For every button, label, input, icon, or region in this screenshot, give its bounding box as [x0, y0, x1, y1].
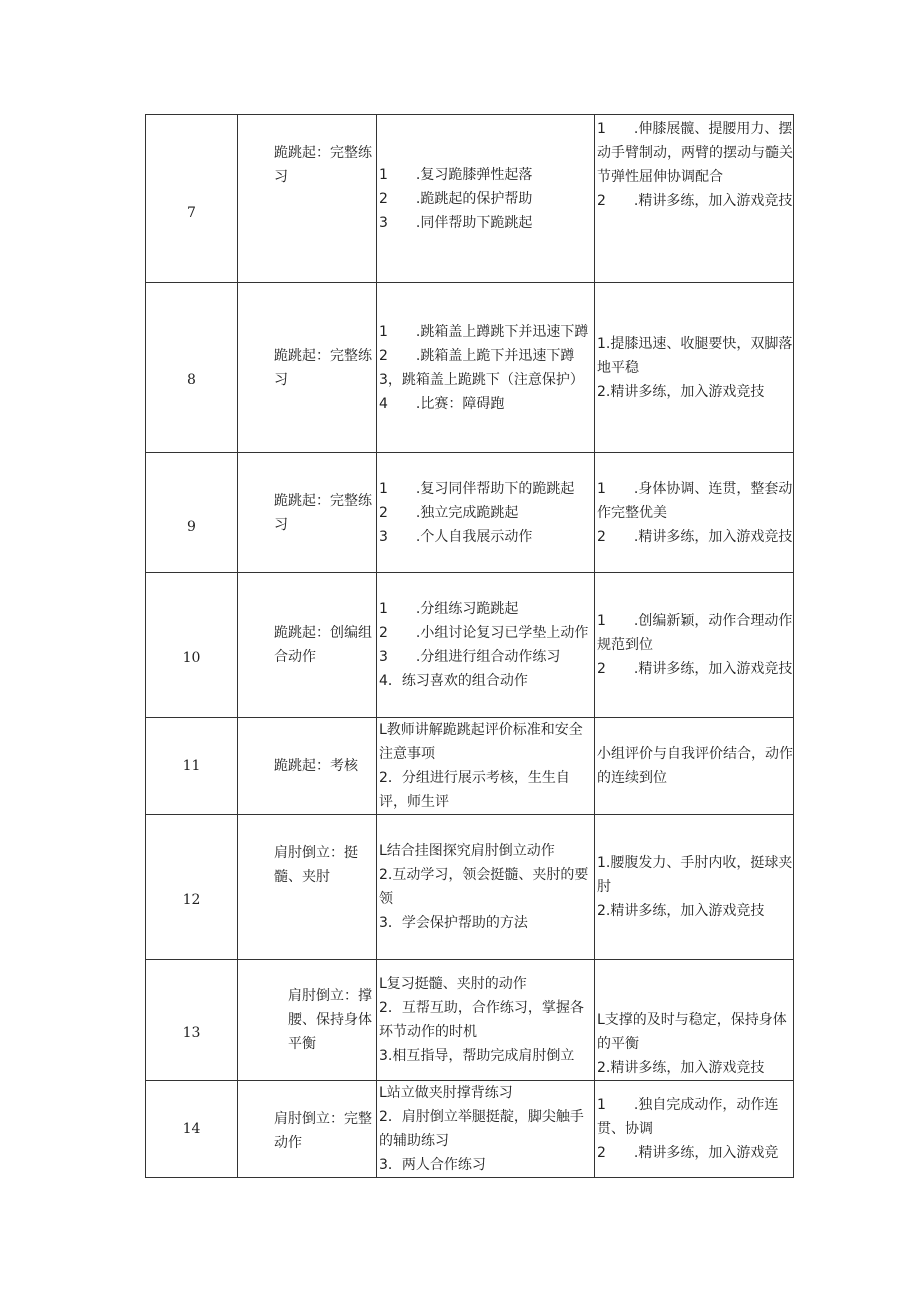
- list-item: 1 .独自完成动作，动作连贯、协调: [597, 1097, 779, 1137]
- list-item: 3 .个人自我展示动作: [379, 528, 533, 545]
- lesson-number: 8: [187, 372, 196, 388]
- list-item: 2 .精讲多练，加入游戏竞技: [597, 528, 793, 545]
- lesson-number: 13: [182, 1025, 201, 1041]
- lesson-topic: 肩肘倒立：完整动作: [274, 1111, 372, 1151]
- evaluation-cell: [595, 718, 794, 815]
- list-item: 2.精讲多练，加入游戏竞技: [597, 903, 765, 919]
- lesson-topic-cell: [238, 1081, 377, 1178]
- lesson-topic-cell: [238, 573, 377, 718]
- list-item: 2 .小组讨论复习已学垫上动作: [379, 625, 589, 641]
- activity-cell: [377, 960, 595, 1081]
- lesson-number: 11: [182, 758, 201, 774]
- evaluation-cell: [595, 573, 794, 718]
- list-item: 3 .同伴帮助下跪跳起: [379, 214, 533, 231]
- list-item: 4 .比赛：障碍跑: [379, 395, 505, 412]
- list-item: 1 .复习同伴帮助下的跪跳起: [379, 480, 575, 497]
- list-item: 3．两人合作练习: [379, 1157, 486, 1173]
- list-item: L教师讲解跪跳起评价标准和安全注意事项: [379, 722, 583, 762]
- list-item: 4．练习喜欢的组合动作: [379, 673, 528, 689]
- list-item: 1 .分组练习跪跳起: [379, 601, 519, 617]
- activity-cell: [377, 115, 595, 283]
- list-item: 1 .创编新颖，动作合理动作规范到位: [597, 613, 793, 653]
- list-item: 3 .分组进行组合动作练习: [379, 649, 561, 665]
- table-row: [146, 573, 794, 718]
- evaluation-list: [595, 609, 793, 681]
- list-item: 2.互动学习，领会挺髓、夹肘的要领: [379, 867, 589, 907]
- list-item: 2 .跪跳起的保护帮助: [379, 190, 533, 207]
- lesson-number: 7: [187, 204, 196, 221]
- activity-list: [377, 320, 594, 416]
- table-row: [146, 283, 794, 453]
- lesson-number: 9: [187, 518, 196, 535]
- activity-list: [377, 163, 594, 235]
- lesson-topic: 跪跳起：完整练习: [274, 492, 372, 533]
- list-item: 1.腰腹发力、手肘内收，挺球夹肘: [597, 855, 793, 895]
- list-item: 2 .精讲多练，加入游戏竞: [597, 1145, 779, 1161]
- activity-cell: [377, 1081, 595, 1178]
- lesson-topic-cell: [238, 718, 377, 815]
- evaluation-list: [595, 1093, 793, 1165]
- list-item: 2 .独立完成跪跳起: [379, 504, 519, 521]
- evaluation-list: [595, 117, 793, 213]
- lesson-topic: 跪跳起：完整练习: [274, 145, 372, 185]
- table-row: [146, 115, 794, 283]
- evaluation-cell: [595, 453, 794, 573]
- lesson-topic-cell: [238, 815, 377, 960]
- list-item: 2．互帮互助，合作练习，掌握各环节动作的时机: [379, 1000, 584, 1040]
- lesson-topic: 跪跳起：完整练习: [274, 347, 372, 388]
- activity-cell: [377, 573, 595, 718]
- lesson-number: 10: [182, 649, 201, 666]
- lesson-number: 14: [182, 1121, 201, 1137]
- activity-list: [377, 1081, 594, 1177]
- activity-list: [377, 477, 594, 549]
- lesson-topic-cell: [238, 283, 377, 453]
- lesson-topic: 肩肘倒立：撑腰、保持身体平衡: [288, 988, 372, 1052]
- lesson-number-cell: [146, 573, 238, 718]
- table-row: [146, 1081, 794, 1178]
- list-item: 1 .伸膝展髋、提腰用力、摆动手臂制动，两臂的摆动与髓关节弹性屈伸协调配合: [597, 121, 793, 185]
- evaluation-cell: [595, 283, 794, 453]
- table-row: [146, 960, 794, 1081]
- evaluation-cell: [595, 960, 794, 1081]
- lesson-number: 12: [182, 891, 201, 908]
- evaluation-list: [595, 332, 793, 404]
- lesson-number-cell: [146, 815, 238, 960]
- evaluation-list: [595, 742, 793, 790]
- evaluation-list: [595, 477, 793, 549]
- lesson-topic: 跪跳起：创编组合动作: [274, 625, 372, 665]
- list-item: 2 .精讲多练，加入游戏竞技: [597, 661, 793, 677]
- evaluation-list: [595, 851, 793, 923]
- lesson-topic: 肩肘倒立：挺髓、夹肘: [274, 845, 358, 885]
- list-item: L结合挂图探究肩肘倒立动作: [379, 843, 555, 859]
- evaluation-cell: [595, 115, 794, 283]
- list-item: L站立做夹肘撑背练习: [379, 1085, 513, 1101]
- list-item: 1 .身体协调、连贯，整套动作完整优美: [597, 480, 793, 521]
- lesson-plan-table: [145, 114, 794, 1178]
- table-row: [146, 453, 794, 573]
- activity-list: [377, 839, 594, 935]
- activity-list: [377, 718, 594, 814]
- activity-cell: [377, 815, 595, 960]
- activity-list: [377, 597, 594, 693]
- activity-cell: [377, 453, 595, 573]
- evaluation-cell: [595, 815, 794, 960]
- list-item: 1 .复习跪膝弹性起落: [379, 166, 533, 183]
- lesson-topic-cell: [238, 960, 377, 1081]
- list-item: 3，跳箱盖上跪跳下（注意保护）: [379, 371, 584, 388]
- list-item: 2.精讲多练，加入游戏竞技: [597, 383, 765, 400]
- lesson-number-cell: [146, 1081, 238, 1178]
- lesson-number-cell: [146, 283, 238, 453]
- list-item: 2 .跳箱盖上跪下并迅速下蹲: [379, 347, 575, 364]
- list-item: 1.提膝迅速、收腿要快，双脚落地平稳: [597, 335, 793, 376]
- list-item: 3．学会保护帮助的方法: [379, 915, 528, 931]
- table-row: [146, 718, 794, 815]
- table-row: [146, 815, 794, 960]
- evaluation-list: [595, 1008, 793, 1080]
- lesson-number-cell: [146, 453, 238, 573]
- lesson-topic-cell: [238, 453, 377, 573]
- evaluation-cell: [595, 1081, 794, 1178]
- list-item: L支撑的及时与稳定，保持身体的平衡: [597, 1012, 787, 1052]
- list-item: 1 .跳箱盖上蹲跳下并迅速下蹲: [379, 323, 589, 340]
- lesson-number-cell: [146, 960, 238, 1081]
- lesson-topic: 跪跳起：考核: [274, 758, 358, 774]
- lesson-number-cell: [146, 718, 238, 815]
- activity-cell: [377, 283, 595, 453]
- lesson-topic-cell: [238, 115, 377, 283]
- list-item: 2.精讲多练，加入游戏竞技: [597, 1060, 765, 1076]
- list-item: 小组评价与自我评价结合，动作的连续到位: [597, 746, 793, 786]
- list-item: 3.相互指导，帮助完成肩肘倒立: [379, 1048, 575, 1064]
- activity-list: [377, 972, 594, 1068]
- lesson-number-cell: [146, 115, 238, 283]
- list-item: 2 .精讲多练，加入游戏竞技: [597, 193, 793, 209]
- list-item: 2．肩肘倒立举腿挺靛，脚尖触手的辅助练习: [379, 1109, 584, 1149]
- list-item: L复习挺髓、夹肘的动作: [379, 976, 527, 992]
- list-item: 2．分组进行展示考核，生生自评，师生评: [379, 770, 570, 810]
- activity-cell: [377, 718, 595, 815]
